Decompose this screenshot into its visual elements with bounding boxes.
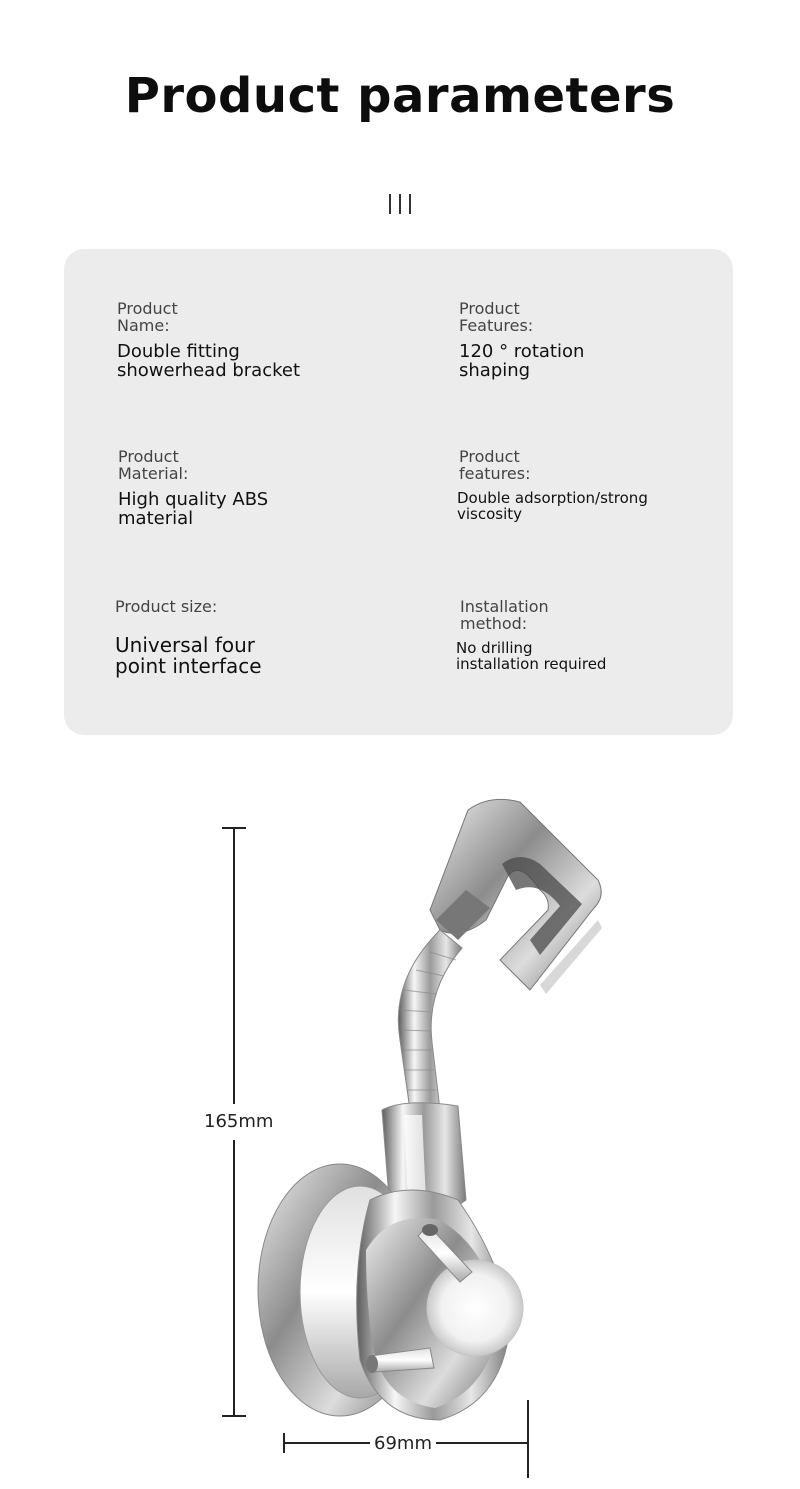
- param-value: 120 ° rotation shaping: [459, 341, 585, 381]
- param-value: No drilling installation required: [456, 639, 607, 673]
- param-value: Double adsorption/strong viscosity: [457, 489, 648, 523]
- shower-bracket-image: [190, 780, 620, 1430]
- param-label: Product Name:: [117, 299, 178, 335]
- page-title: Product parameters: [124, 68, 676, 124]
- width-dimension-label: 69mm: [374, 1433, 432, 1454]
- param-value: Double fitting showerhead bracket: [117, 341, 301, 381]
- param-value: Universal four point interface: [115, 633, 262, 678]
- param-value: High quality ABS material: [118, 489, 269, 529]
- param-label: Product size:: [115, 597, 218, 616]
- height-dimension-label: 165mm: [204, 1111, 274, 1132]
- param-label: Product Features:: [459, 299, 534, 335]
- param-label: Product Material:: [118, 447, 189, 483]
- param-label: Product features:: [459, 447, 531, 483]
- param-label: Installation method:: [460, 597, 549, 633]
